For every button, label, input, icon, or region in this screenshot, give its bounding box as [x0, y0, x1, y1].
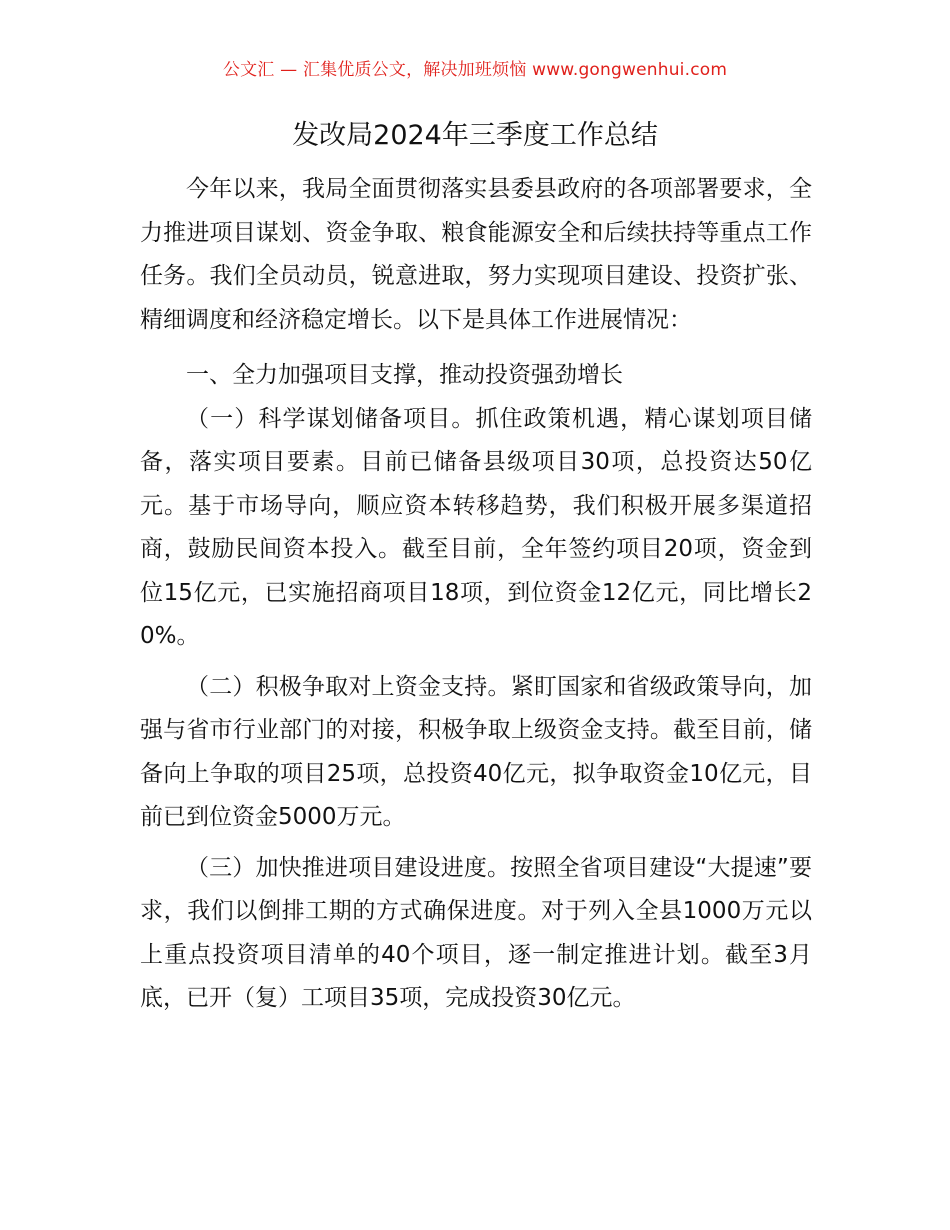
header-banner: 公文汇 — 汇集优质公文，解决加班烦恼 www.gongwenhui.com [222, 60, 728, 80]
document-body [140, 168, 812, 1021]
section-1-heading: 一、全力加强项目支撑，推动投资强劲增长 [186, 362, 623, 388]
document-title: 发改局2024年三季度工作总结 [292, 120, 658, 151]
intro-paragraph: 今年以来，我局全面贯彻落实县委县政府的各项部署要求，全力推进项目谋划、资金争取、粮食能源安全和后续扶持等重点工作任务。我们全员动员，锐意进取，努力实现项目建设、投资扩张、精细调度和经济稳定增长。以下是具体工作进展情况： [140, 176, 812, 333]
paragraph-1: （一）科学谋划储备项目。抓住政策机遇，精心谋划项目储备，落实项目要素。目前已储备县级项目30项，总投资达50亿元。基于市场导向，顺应资本转移趋势，我们积极开展多渠道招商，鼓励民间资本投入。截至目前，全年签约项目20项，资金到位15亿元，已实施招商项目18项，到位资金12亿元，同比增长20%。 [140, 405, 812, 649]
paragraph-2: （二）积极争取对上资金支持。紧盯国家和省级政策导向，加强与省市行业部门的对接，积极争取上级资金支持。截至目前，储备向上争取的项目25项，总投资40亿元，拟争取资金10亿元，目前已到位资金5000万元。 [140, 673, 812, 830]
paragraph-3: （三）加快推进项目建设进度。按照全省项目建设“大提速”要求，我们以倒排工期的方式确保进度。对于列入全县1000万元以上重点投资项目清单的40个项目，逐一制定推进计划。截至3月底，已开（复）工项目35项，完成投资30亿元。 [140, 854, 812, 1011]
